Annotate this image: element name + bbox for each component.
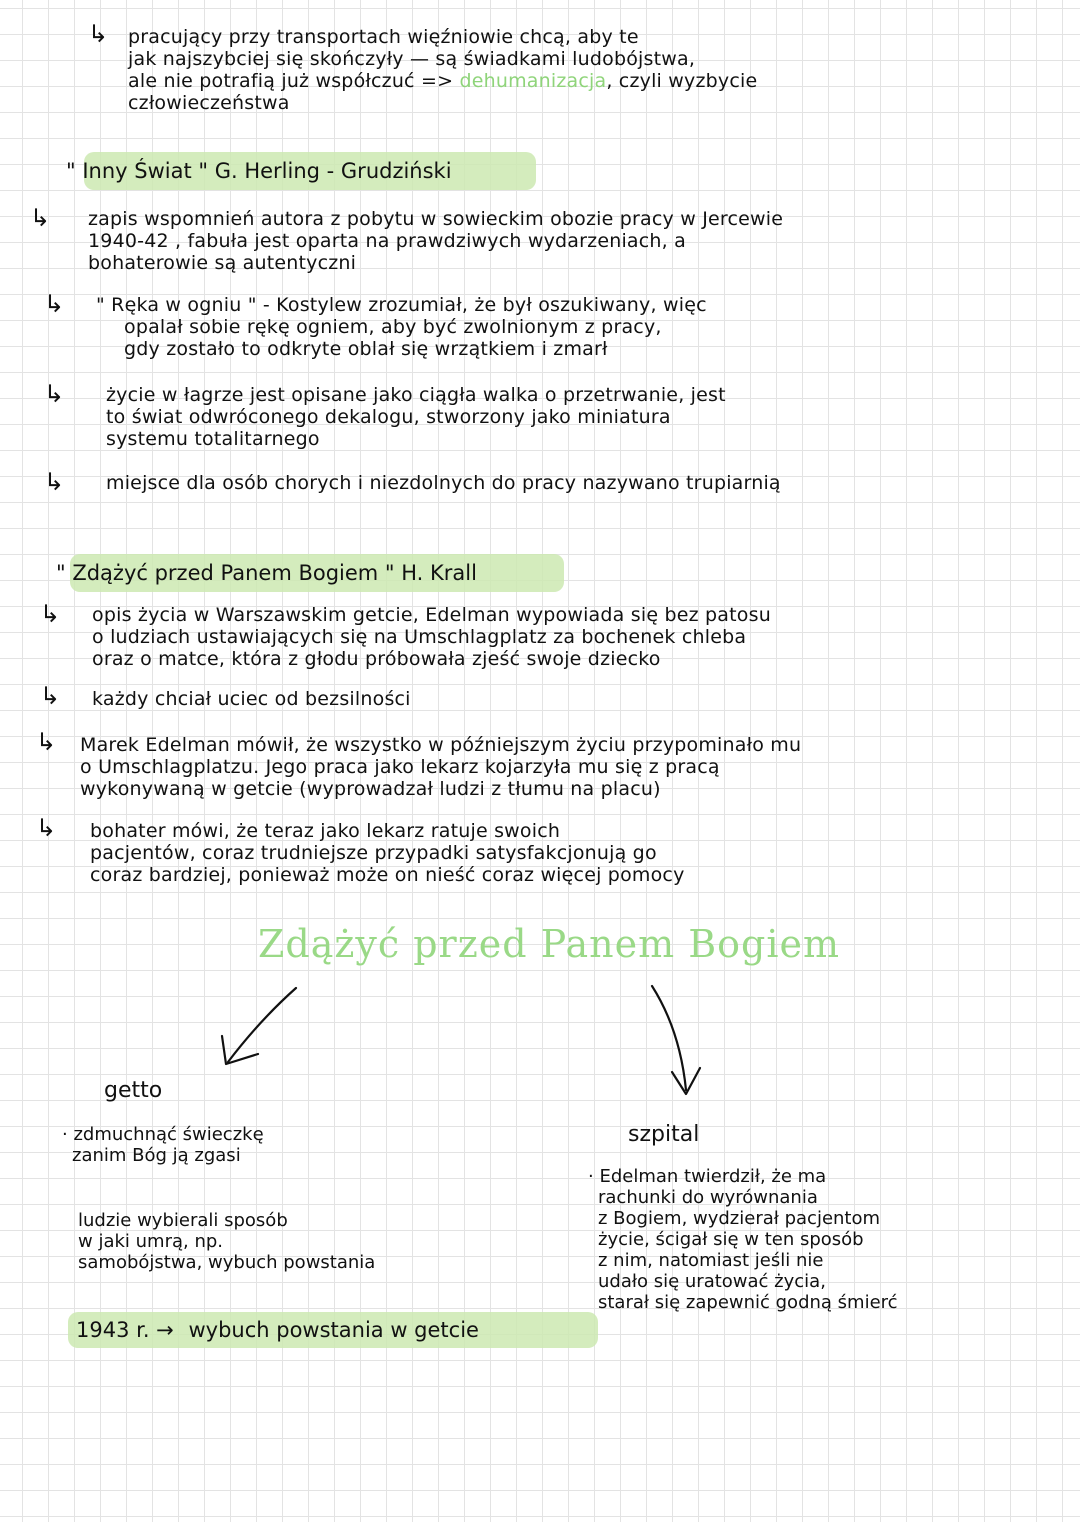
text-line: życie w łagrze jest opisane jako ciągła walka o przetrwanie, jest — [106, 384, 726, 406]
text-line: samobójstwa, wybuch powstania — [78, 1252, 376, 1273]
text-line: " Ręka w ogniu " - Kostylew zrozumiał, że był oszukiwany, więc — [96, 294, 707, 316]
text-line: pracujący przy transportach więźniowie chcą, aby te — [128, 26, 639, 48]
branch-title-getto: getto — [104, 1078, 163, 1103]
text-line: gdy zostało to odkryte oblał się wrzątkiem i zmarł — [124, 338, 608, 360]
dot-icon: · — [62, 1124, 74, 1145]
bullet-arrow-icon: ↳ — [88, 20, 109, 48]
event-date: 1943 r. → — [76, 1318, 174, 1342]
highlight-term: dehumanizacja — [459, 70, 607, 92]
text-fragment: , czyli wyzbycie — [606, 70, 758, 92]
arrow-left-head — [222, 1036, 258, 1064]
text-fragment: ale nie potrafią już współczuć => — [128, 70, 454, 92]
text-line: pacjentów, coraz trudniejsze przypadki satysfakcjonują go — [90, 842, 657, 864]
text-fragment: Edelman twierdził, że ma — [599, 1166, 827, 1187]
text-line: starał się zapewnić godną śmierć — [598, 1292, 898, 1313]
text-line: 1940-42 , fabuła jest oparta na prawdziwych wydarzeniach, a — [88, 230, 686, 252]
text-line: opis życia w Warszawskim getcie, Edelman wypowiada się bez patosu — [92, 604, 771, 626]
text-line — [62, 1124, 264, 1145]
branch-title-szpital: szpital — [628, 1122, 700, 1147]
bullet-arrow-icon: ↳ — [40, 682, 61, 710]
event-text: wybuch powstania w getcie — [188, 1318, 479, 1342]
text-line: Marek Edelman mówił, że wszystko w późniejszym życiu przypominało mu — [80, 734, 802, 756]
text-line: wykonywaną w getcie (wyprowadzał ludzi z tłumu na placu) — [80, 778, 661, 800]
text-line: w jaki umrą, np. — [78, 1231, 223, 1252]
text-line: z Bogiem, wydzierał pacjentom — [598, 1208, 881, 1229]
bullet-arrow-icon: ↳ — [36, 814, 57, 842]
diagram-heading: Zdążyć przed Panem Bogiem — [258, 922, 841, 966]
text-line: coraz bardziej, ponieważ może on nieść coraz więcej pomocy — [90, 864, 685, 886]
szpital-paragraph — [588, 1166, 898, 1313]
text-line: miejsce dla osób chorych i niezdolnych do pracy nazywano trupiarnią — [106, 472, 781, 494]
bullet-arrow-icon: ↳ — [44, 380, 65, 408]
event-line — [76, 1316, 479, 1344]
text-line: oraz o matce, która z głodu próbowała zjeść swoje dziecko — [92, 648, 661, 670]
arrow-left-icon — [228, 988, 296, 1062]
text-line: zapis wspomnień autora z pobytu w sowieckim obozie pracy w Jercewie — [88, 208, 784, 230]
section-title: " Inny Świat " G. Herling - Grudziński — [66, 159, 452, 183]
text-line: udało się uratować życia, — [598, 1271, 826, 1292]
text-line — [588, 1166, 898, 1187]
text-line: życie, ścigał się w ten sposób — [598, 1229, 864, 1250]
text-line: to świat odwróconego dekalogu, stworzony jako miniatura — [106, 406, 671, 428]
getto-point — [62, 1124, 264, 1166]
dot-icon: · — [588, 1166, 600, 1187]
text-line: bohater mówi, że teraz jako lekarz ratuje swoich — [90, 820, 561, 842]
getto-paragraph — [78, 1210, 375, 1273]
text-line: każdy chciał uciec od bezsilności — [92, 688, 411, 710]
text-line: ludzie wybierali sposób — [78, 1210, 288, 1231]
arrow-right-icon — [652, 986, 686, 1090]
bullet-arrow-icon: ↳ — [30, 204, 51, 232]
bullet-arrow-icon: ↳ — [36, 728, 57, 756]
text-line: systemu totalitarnego — [106, 428, 320, 450]
text-fragment: zdmuchnąć świeczkę — [73, 1124, 264, 1145]
text-line: człowieczeństwa — [128, 92, 290, 114]
text-line: jak najszybciej się skończyły — są świadkami ludobójstwa, — [128, 48, 696, 70]
bullet-arrow-icon: ↳ — [44, 468, 65, 496]
bullet-arrow-icon: ↳ — [40, 600, 61, 628]
text-line: opalał sobie rękę ogniem, aby być zwolnionym z pracy, — [124, 316, 662, 338]
text-line: rachunki do wyrównania — [598, 1187, 818, 1208]
text-line: z nim, natomiast jeśli nie — [598, 1250, 824, 1271]
text-line: zanim Bóg ją zgasi — [72, 1145, 241, 1166]
text-line: o Umschlagplatzu. Jego praca jako lekarz kojarzyła mu się z pracą — [80, 756, 720, 778]
bullet-arrow-icon: ↳ — [44, 290, 65, 318]
section-title: " Zdążyć przed Panem Bogiem " H. Krall — [56, 561, 477, 585]
text-line: bohaterowie są autentyczni — [88, 252, 357, 274]
text-line: o ludziach ustawiających się na Umschlagplatz za bochenek chleba — [92, 626, 747, 648]
